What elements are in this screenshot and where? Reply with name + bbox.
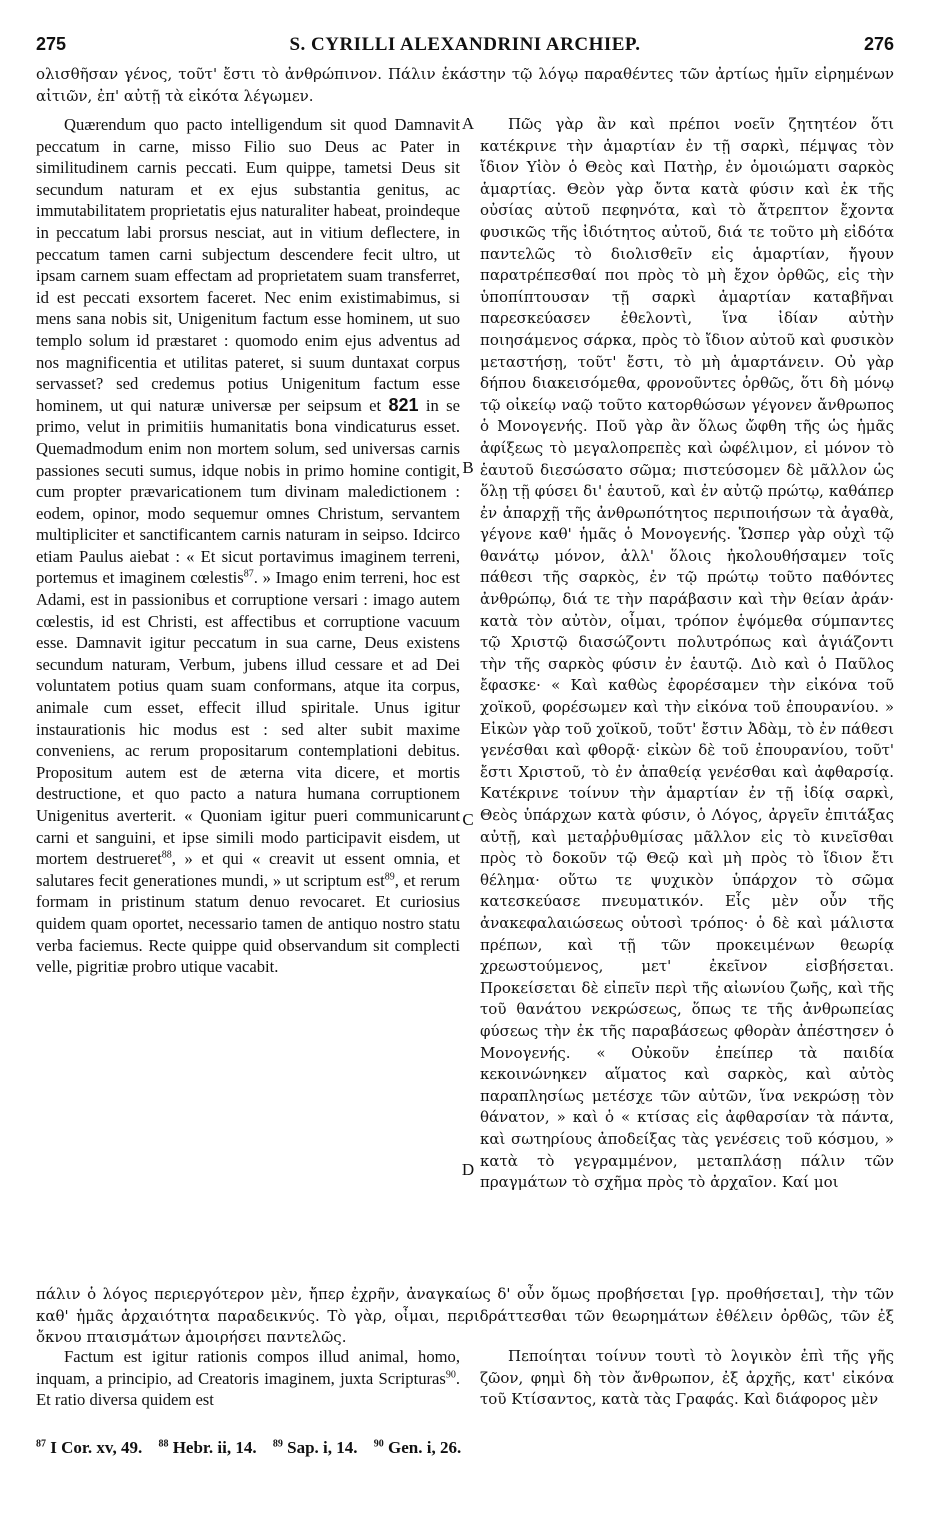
footnote [158,1438,262,1457]
footnote-ref: 89 [384,871,395,883]
footnote-text: Sap. i, 14. [287,1438,358,1457]
footnote-number: 87 [36,1438,46,1450]
greek-paragraph: Πῶς γὰρ ἂν καὶ πρέποι νοεῖν ζητητέον ὅτι κατέκρινε τὴν ἁμαρτίαν ἐν τῇ σαρκὶ, πέμψας τὸν ἴδιον Υἱὸν ὁ Θεὸς καὶ Πατὴρ, ἐν ὁμοιώματι σαρκὸς ἁμαρτίας. Θεὸν γὰρ ὄντα κατὰ φύσιν καὶ ἐκ τῆς οὐσίας αὐτοῦ πεφηνότα, καὶ τὸ ἄτρεπτον ἔχοντα φυσικῶς τῆς ἰδιότητος αὐτοῦ, διά τε τοῦτο μὴ εἰδότα παντελῶς τὸ διολισθεῖν εἰς ἁμαρτίαν, ἤγουν παρατρέπεσθαί ποι πρὸς τὸ μὴ ἔχον ὀρθῶς, εἰς τὴν ὑποπίπτουσαν τῇ σαρκὶ ἁμαρτίαν καταβῆναι παρεσκεύασεν ἐθελοντὶ, ἵνα ἰδίαν αὐτὴν ποιησάμενος σάρκα, πρὸς τὸ ἴδιον αὐτοῦ καὶ φυσικὸν μεταστήσῃ, τοῦτ' ἔστι, τὸ μὴ ἁμαρτάνειν. Οὐ γὰρ δήπου διακεισόμεθα, φρονοῦντες ὀρθῶς, ὅτι δὴ μόνῳ τῷ οἰκείῳ ναῷ τοῦτο κατορθώσων γέγονεν ἄνθρωπος ὁ Μονογενής. Ποῦ γὰρ ἂν ὅλως ὤφθη τῆς ὡς ἡμᾶς ἀφίξεως τὸ μεγαλοπρεπὲς καὶ ὠφέλιμον, εἰ μόνον τὸ ἑαυτοῦ διεσώσατο σῶμα; πιστεύσομεν δὲ μᾶλλον ὡς ὅλῃ τῇ φύσει δι' ἑαυτοῦ, καὶ ἐν αὐτῷ πρώτῳ, καθάπερ ἐν ἀπαρχῇ τῆς ἀνθρωπότητος περιποιήσων τὰ ἀγαθὰ, γέγονε καθ' ἡμᾶς ὁ Μονογενής. Ὥσπερ γὰρ οὐχὶ τῷ θανάτῳ μόνον, ἀλλ' ὅλοις ἠκολουθήσαμεν τοῖς πάθεσι τῆς σαρκὸς, ἐν τῷ πρώτῳ τοῦτο παθόντες ἀνθρώπῳ, διά τε τὴν παράβασιν καὶ τὴν θείαν ἀράν· κατὰ τὸν αὐτὸν, οἶμαι, τρόπον ἑψόμεθα σύμπαντες τῷ Χριστῷ διασώζοντι πολυτρόπως καὶ ἁγιάζοντι τὴν τῆς σαρκὸς φύσιν ἐν ἑαυτῷ. Διὸ καὶ ὁ Παῦλος ἔφασκε· « Καὶ καθὼς ἐφορέσαμεν τὴν εἰκόνα τοῦ χοϊκοῦ, φορέσωμεν καὶ τὴν εἰκόνα τοῦ ἐπουρανίου. » Εἰκὼν γὰρ τοῦ χοϊκοῦ, τοῦτ' ἔστιν Ἀδὰμ, τὸ ἐν πάθεσι γενέσθαι καὶ φθορᾷ· εἰκὼν δὲ τοῦ ἐπουρανίου, τοῦτ' ἔστι Χριστοῦ, τὸ ἐν ἀπαθείᾳ γενέσθαι καὶ ἀφθαρσίᾳ. Κατέκρινε τοίνυν τὴν ἁμαρτίαν ἐν τῇ ἰδίᾳ σαρκὶ, Θεὸς ὑπάρχων κατὰ φύσιν, ὁ Λόγος, ἀργεῖν ἐπιτάξας αὐτῇ, καὶ μεταῤῥυθμίσας μᾶλλον εἰς τὸ κινεῖσθαι πρὸς τὸ δοκοῦν τῷ Θεῷ καὶ μὴ πρὸς τὸ ἴδιον ἔτι θέλημα· οὕτω τε ψυχικὸν ὑπάρχον τὸ σῶμα κατεσκεύασε πνευματικόν. Εἷς μὲν οὖν τῆς ἀνακεφαλαιώσεως οὑτοσὶ τρόπος· ὁ δὲ καὶ μάλιστα πρέπων, καὶ τῇ τῶν προκειμένων θεωρίᾳ χρεωστούμενος, μετ' ἐκεῖνον εἰσβήσεται. Προκείσεται δὲ εἰπεῖν περὶ τῆς αἰωνίου ζωῆς, καὶ τῆς τοῦ θανάτου νεκρώσεως, ὅπως τε τῆς ἀνθρωπείας φύσεως τὴν ἐκ τῆς παραβάσεως φθορὰν ἀπέστησεν ὁ Μονογενής. « Οὐκοῦν ἐπείπερ τὰ παιδία κεκοινώνηκεν αἵματος καὶ σαρκὸς, καὶ αὐτὸς παραπλησίως μετέσχε τῶν αὐτῶν, ἵνα νεκρώσῃ τὸν θάνατον, » καὶ ὁ « κτίσας εἰς ἀφθαρσίαν τὰ πάντα, καὶ σωτηρίους ἀποδείξας τὰς γενέσεις τοῦ κόσμου, » κατὰ τὸ γεγραμμένον, μεταπλάσῃ πάλιν τῶν πραγμάτων τὸ σχῆμα πρὸς τὸ ἀρχαῖον. Καί μοι [480,115,894,1192]
footnote-number: 90 [373,1438,384,1450]
margin-marker-c: C [462,810,474,829]
footnote-ref: 87 [243,568,254,580]
footnotes [36,1438,894,1458]
latin-text: . Et ratio diversa quidem est [36,1368,460,1410]
footnote-text: I Cor. xv, 49. [50,1438,143,1457]
footnote [273,1438,364,1457]
latin-column-2 [36,1346,460,1411]
footnote-ref: 90 [445,1369,456,1381]
greek-continuation-top: ολισθῆσαν γένος, τοῦτ' ἔστι τὸ ἀνθρώπινον. Πάλιν ἑκάστην τῷ λόγῳ παραθέντες τῶν ἀρτίως ἡμῖν εἰρημένων αἰτιῶν, ἐπ' αὐτῇ τὰ εἰκότα λέγωμεν. [36,65,894,105]
latin-text: . » Imago enim terreni, hoc est Adami, est in passionibus et corruptione versari : imago autem cœlestis, id est Christi, est affectibus et corruptione vacuum esse. Damnavit igitur peccatum in sua carne, Deus existens secundum naturam, Verbum, jubens illud cessare et ad Dei voluntatem potius quam suam conformans, atque ita corpus, animale cum esset, effecit illud spiritale. Unus igitur instaurationis hic modus est : sed alter subit maxime conveniens, ac rerum propositarum contemplationi debitus. Propositum autem est de æterna vita dicere, et mortis destructione, et quo pacto a natura humana corruptionem Unigenitus averterit. « Quoniam igitur pueri communicarunt carni et sanguini, et ipse simili modo participavit eisdem, ut mortem destrueret [36,568,460,869]
page-number-right: 276 [863,34,894,54]
latin-text: , et rerum formam in pristinum statum denuo revocaret. Et curiosius quidem quam oportet, necessario tamen de antiquo nostro statu verba faciemus. Recte quippe quid observandum sit complecti velle, pigritiæ probro utique vacabit. [36,870,460,977]
latin-text: Quærendum quo pacto intelligendum sit quod Damnavit peccatum in carne, misso Filio suo Deus ac Pater in similitudinem carnis peccati. Eum quippe, tametsi Deus sit secundum naturam et ex ejus substantia genitus, ac immutabilitatem proprietatis ejus naturaliter habeat, proindeque in peccatum labi prorsus nesciat, aut in vitium deflectere, in peccatum tamen carni subjectum descendere fecit ultro, ut ipsam carnem suam effectam ad proprietatem suam transferret, id est peccati exsortem faceret. Nec enim existimabimus, si mens sana nobis sit, Unigenitum factum esse hominem, ut suo templo solum id præstaret : quomodo enim ejus adventus ad nos magnificentia et utilitas pateret, si suum duntaxat corpus servasset? sed credemus potius Unigenitum factum esse hominem, ut qui naturæ universæ per seipsum et [36,115,460,415]
margin-marker-d: D [461,1160,475,1179]
column-number: 821 [388,394,419,415]
greek-column-2 [480,1346,894,1411]
footnote [374,1438,467,1457]
footnote-number: 88 [158,1438,169,1450]
latin-column [36,114,460,978]
latin-text: Factum est igitur rationis compos illud animal, homo, inquam, a principio, ad Creatoris imaginem, juxta Scripturas [36,1347,460,1388]
margin-marker-b: B [462,458,474,477]
footnote-text: Hebr. ii, 14. [172,1438,257,1457]
footnote-ref: 88 [161,849,172,861]
latin-paragraph [36,1346,460,1411]
running-header [36,34,894,60]
footnote [36,1438,148,1457]
latin-text: in se primo, velut in primitiis humanitatis bona vindicaturus esset. Quemadmodum enim non mortem solum, sed universas carnis passiones secuti sumus, idque nobis in primo homine contigit, cum propter prævaricationem tum divinam maledictionem : eodem, opinor, modo sequemur omnes Christum, servantem multipliciter et sanctificantem carnis naturam in seipso. Idcirco etiam Paulus aiebat : « Et sicut portavimus imaginem terreni, portemus et imaginem cœlestis [36,395,460,588]
footnote-number: 89 [272,1438,283,1450]
margin-marker-a: A [461,114,475,133]
latin-text: , » et qui « creavit ut essent omnia, et salutares fecit generationes mundi, » ut scriptum est [36,849,460,890]
greek-paragraph: Πεποίηται τοίνυν τουτὶ τὸ λογικὸν ἐπὶ τῆς γῆς ζῶον, φημὶ δὴ τὸν ἄνθρωπον, ἐξ ἀρχῆς, κατ' εἰκόνα τοῦ Κτίσαντος, κατὰ τὰς Γραφάς. Καὶ διάφορος μὲν [480,1347,894,1409]
footnote-text: Gen. i, 26. [388,1438,462,1457]
greek-continuation-bottom: πάλιν ὁ λόγος περιεργότερον μὲν, ἤπερ ἐχρῆν, ἀναγκαίως δ' οὖν ὅμως προβήσεται [γρ. προθήσεται], τὴν τῶν καθ' ἡμᾶς ἀρχαιότητα παραδεικνύς. Τὸ γὰρ, οἶμαι, περιδράττεσθαι τῶν θεωρημάτων ἐθέλειν ὀρθῶς, τῶν ἐξ ὄκνου πταισμάτων ἀμοιρήσει παντελῶς. [36,1285,894,1346]
greek-column [480,114,894,1194]
latin-paragraph [36,114,460,978]
running-title: S. CYRILLI ALEXANDRINI ARCHIEP. [289,34,641,55]
page-number-left: 275 [36,34,67,54]
